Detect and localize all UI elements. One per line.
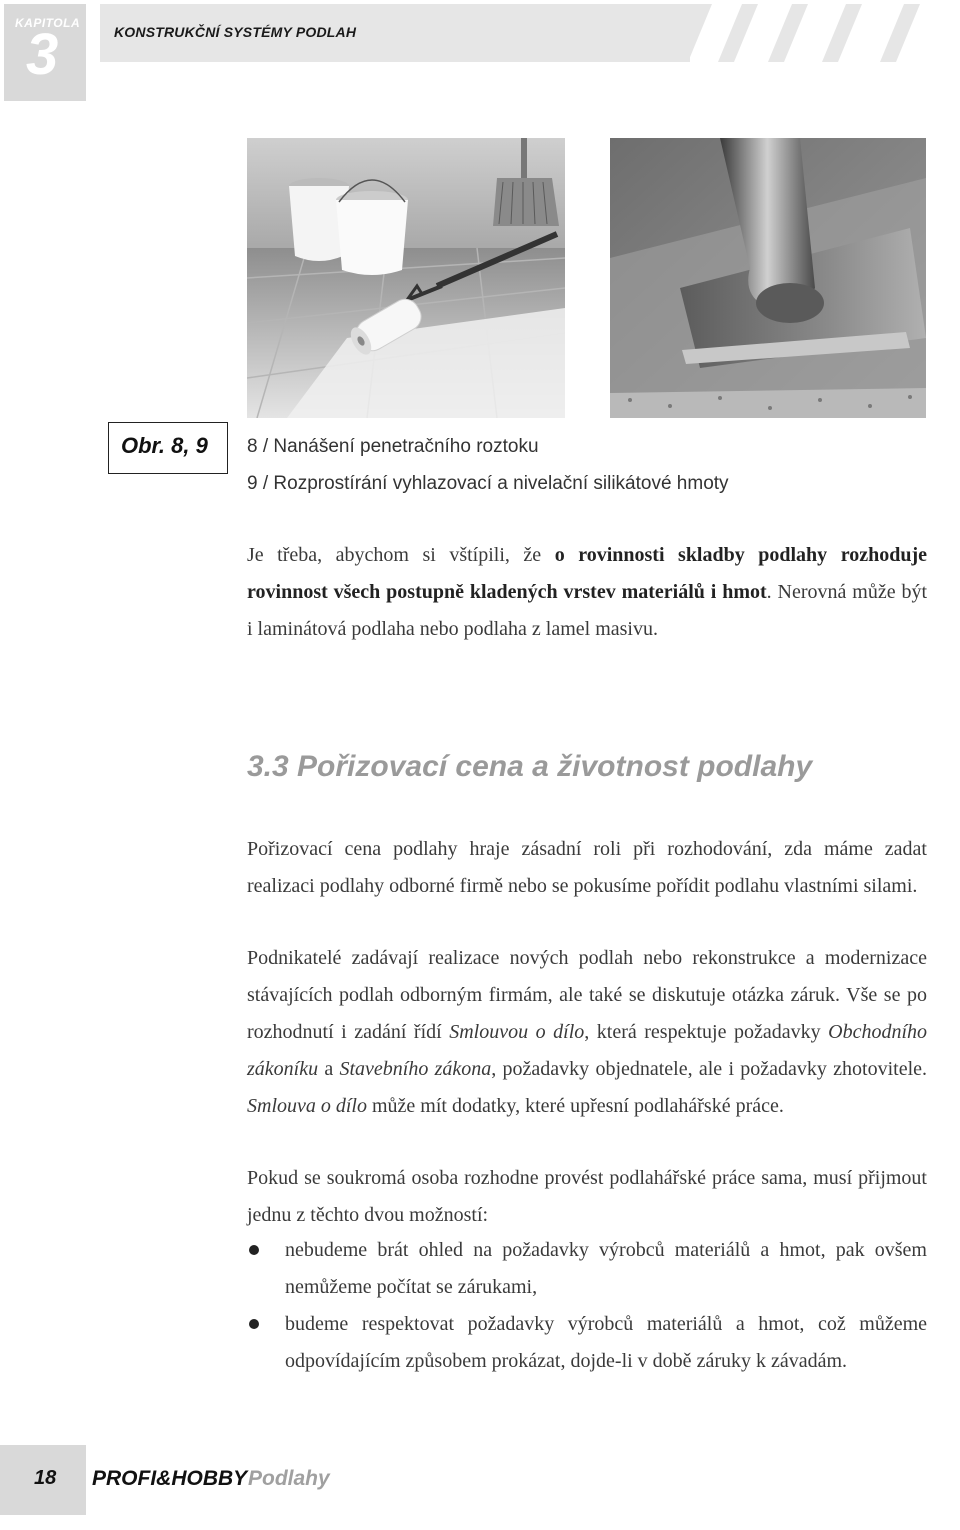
intro-text-a: Je třeba, abychom si vštípili, že <box>247 544 555 566</box>
bullet-icon <box>249 1245 259 1255</box>
figure-9-photo <box>610 138 926 418</box>
figure-9-caption: 9 / Rozprostírání vyhlazovací a nivelační silikátové hmoty <box>247 473 729 494</box>
para2-italic-2: Obchodního zákoníku <box>247 1021 928 1080</box>
trowel-spreading-image <box>610 138 926 418</box>
section-paragraph-3: Pokud se soukromá osoba rozhodne provést podlahářské práce sama, musí přijmout jednu z těchto dvou možností: <box>247 1167 927 1226</box>
chapter-box <box>4 4 86 101</box>
chapter-title: KONSTRUKČNÍ SYSTÉMY PODLAH <box>114 24 357 40</box>
bullet-icon <box>249 1319 259 1329</box>
para2-text-c: a <box>318 1058 340 1080</box>
chapter-label: KAPITOLA <box>15 16 81 30</box>
intro-paragraph <box>247 537 927 648</box>
options-list <box>247 1232 927 1380</box>
roller-painting-image <box>247 138 565 418</box>
para2-italic-1: Smlouvou o dílo <box>449 1021 585 1043</box>
decorative-stripes <box>690 4 960 62</box>
list-item <box>247 1306 927 1380</box>
para2-text-b: , která respektuje požadavky <box>584 1021 829 1043</box>
header-bar <box>100 4 960 62</box>
footer-brand: PROFI&HOBBY <box>92 1467 248 1490</box>
para2-italic-4: Smlouva o dílo <box>247 1095 367 1117</box>
figure-8-caption: 8 / Nanášení penetračního roztoku <box>247 436 539 457</box>
figure-label: Obr. 8, 9 <box>121 433 208 458</box>
para2-text-a: Podnikatelé zadávají realizace nových podlah nebo rekonstrukce a modernizace stávajících podlah odborným firmám, ale také se diskutuje otázka záruk. Vše se po rozhodnutí i zadání řídí <box>247 947 927 1043</box>
footer-subtitle: Podlahy <box>248 1467 330 1490</box>
figure-8-photo <box>247 138 565 418</box>
para2-italic-3: Stavebního zákona <box>339 1058 492 1080</box>
footer-page-box <box>0 1445 86 1515</box>
section-paragraph-2 <box>247 940 927 1125</box>
list-item <box>247 1232 927 1306</box>
intro-text-b: . Nerovná může být i laminátová podlaha nebo podlaha z lamel masivu. <box>247 581 927 640</box>
chapter-number: 3 <box>26 22 59 87</box>
list-item-text: nebudeme brát ohled na požadavky výrobců materiálů a hmot, pak ovšem nemůžeme počítat se zárukami, <box>285 1239 927 1298</box>
intro-bold: o rovinnosti skladby podlahy rozhoduje rovinnost všech postupně kladených vrstev materiálů i hmot <box>247 544 927 603</box>
page-number: 18 <box>34 1467 57 1489</box>
para2-text-d: , požadavky objednatele, ale i požadavky zhotovitele. <box>491 1058 928 1080</box>
para2-text-e: může mít dodatky, které upřesní podlahářské práce. <box>367 1095 784 1117</box>
figure-label-box <box>108 422 228 474</box>
list-item-text: budeme respektovat požadavky výrobců materiálů a hmot, což můžeme odpovídajícím způsobem prokázat, dojde-li v době záruky k závadám. <box>285 1313 927 1372</box>
section-paragraph-1: Pořizovací cena podlahy hraje zásadní roli při rozhodování, zda máme zadat realizaci podlahy odborné firmě nebo se pokusíme pořídit podlahu vlastními silami. <box>247 838 927 897</box>
section-heading: 3.3 Pořizovací cena a životnost podlahy <box>247 750 813 783</box>
